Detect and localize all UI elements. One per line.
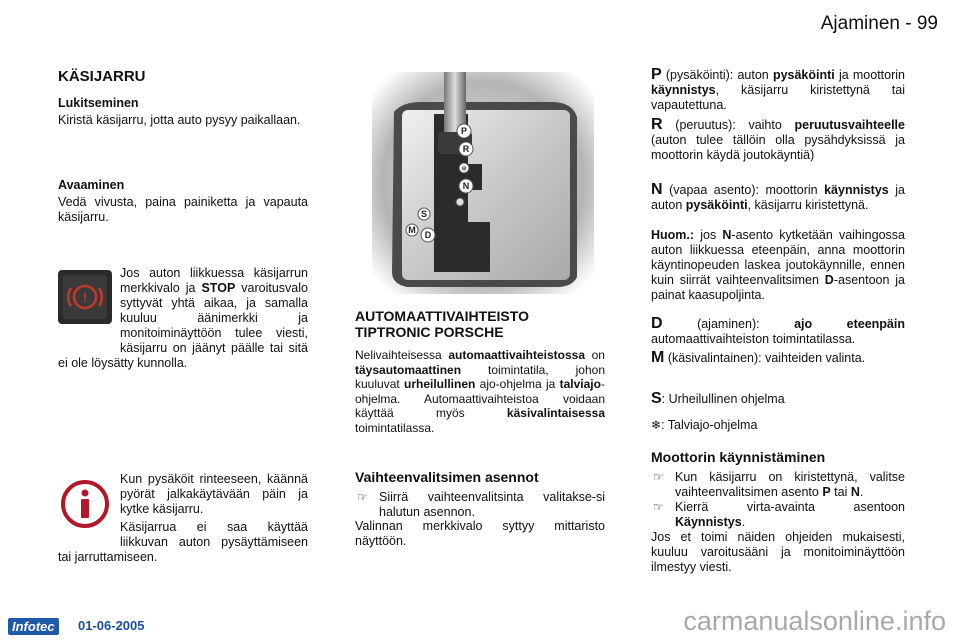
- position-r: R (peruutus): vaihto peruutusvaihteelle (auton tulee tällöin olla pysähdyksissä ja moottorin käydä joutokäyntiä): [651, 116, 905, 162]
- info-text: [58, 472, 308, 565]
- engine-start-bullet-1: ☞ Kun käsijarru on kiristettynä, valitse vaihteenvalitsimen asento P tai N.: [653, 470, 905, 499]
- release-text: Vedä vivusta, paina painiketta ja vapauta käsijarru.: [58, 195, 308, 224]
- gear-label-n: N: [462, 181, 470, 191]
- winter-mode: ❄: Talviajo-ohjelma: [651, 418, 758, 432]
- snowflake-icon: ❄: [651, 418, 662, 432]
- svg-text:❄: ❄: [461, 166, 467, 173]
- gear-label-p: P: [460, 126, 468, 136]
- position-p: P (pysäköinti): auton pysäköinti ja moottorin käynnistys, käsijarru kiristettynä tai vapautettuna.: [651, 66, 905, 112]
- lock-text: Kiristä käsijarru, jotta auto pysyy paikallaan.: [58, 113, 301, 127]
- handbrake-warning-text: Jos auton liikkuessa käsijarrun merkkivalo ja STOP varoitusvalo syttyvät yhtä aikaa, ja samalla kuuluu äänimerkki ja monitoiminäyttöön tulee viesti, käsijarru on jäänyt päälle tai sitä ei ole löysätty kunnolla.: [58, 266, 308, 370]
- handbrake-title: KÄSIJARRU: [58, 68, 146, 85]
- hand-pointer-icon: ☞: [653, 500, 664, 514]
- position-d: D (ajaminen): ajo eteenpäin automaattivaihteiston toimintatilassa.: [651, 315, 905, 346]
- hand-pointer-icon: ☞: [653, 470, 664, 484]
- position-s: S: Urheilullinen ohjelma: [651, 390, 785, 407]
- infotec-logo: Infotec: [8, 618, 59, 635]
- selector-positions-title: Vaihteenvalitsimen asennot: [355, 469, 539, 485]
- selector-bullet: ☞ Siirrä vaihteenvalitsinta valitakse-si halutun asennon.: [357, 490, 605, 519]
- transmission-intro: Nelivaihteisessa automaattivaihteistossa on täysautomaattinen toimintatila, johon kuuluvat urheilullinen ajo-ohjelma ja talviajo-ohjelma. Automaattivaihteistoa voidaan käyttää myös käsivalintaisessa toimintatilassa.: [355, 348, 605, 435]
- section-title: Ajaminen -: [820, 13, 912, 34]
- engine-start-title: Moottorin käynnistäminen: [651, 449, 826, 465]
- svg-text:!: !: [82, 290, 88, 305]
- gear-label-r: R: [462, 144, 470, 154]
- selector-text: Valinnan merkkivalo syttyy mittaristo näyttöön.: [355, 519, 605, 548]
- neutral-note: Huom.: jos N-asento kytketään vaihingossa auton liikkuessa eteenpäin, anna moottorin käyntinopeuden laskea joutokäynnille, ennen kuin siirrät vaihteenvalitsimen D-asentoon ja painat kaasupoljinta.: [651, 228, 905, 302]
- gear-label-m: M: [408, 225, 416, 235]
- position-n: N (vapaa asento): moottorin käynnistys ja auton pysäköinti, käsijarru kiristettynä.: [651, 181, 905, 212]
- gear-selector-image: [372, 72, 594, 294]
- hand-pointer-icon: ☞: [357, 490, 368, 504]
- info-paragraph-1: Kun pysäköit rinteeseen, käännä pyörät jalkakäytävään päin ja kytke käsijarru.: [120, 472, 308, 516]
- watermark: carmanualsonline.info: [683, 606, 946, 636]
- engine-start-text: Jos et toimi näiden ohjeiden mukaisesti, kuuluu varoitusääni ja monitoiminäyttöön ilmestyy viesti.: [651, 530, 905, 574]
- gear-label-s: S: [420, 209, 428, 219]
- release-title: Avaaminen: [58, 178, 125, 192]
- gear-label-d: D: [424, 230, 432, 240]
- lock-title: Lukitseminen: [58, 96, 139, 110]
- page-header: [821, 13, 938, 35]
- engine-start-bullet-2: ☞ Kierrä virta-avainta asentoon Käynnistys.: [653, 500, 905, 529]
- page-number: 99: [916, 13, 938, 34]
- footer-date: 01-06-2005: [78, 618, 145, 633]
- position-m: M (käsivalintainen): vaihteiden valinta.: [651, 349, 866, 366]
- transmission-title: AUTOMAATTIVAIHTEISTO TIPTRONIC PORSCHE: [355, 308, 529, 340]
- info-paragraph-2: Käsijarrua ei saa käyttää liikkuvan auton pysäyttämiseen tai jarruttamiseen.: [58, 520, 308, 564]
